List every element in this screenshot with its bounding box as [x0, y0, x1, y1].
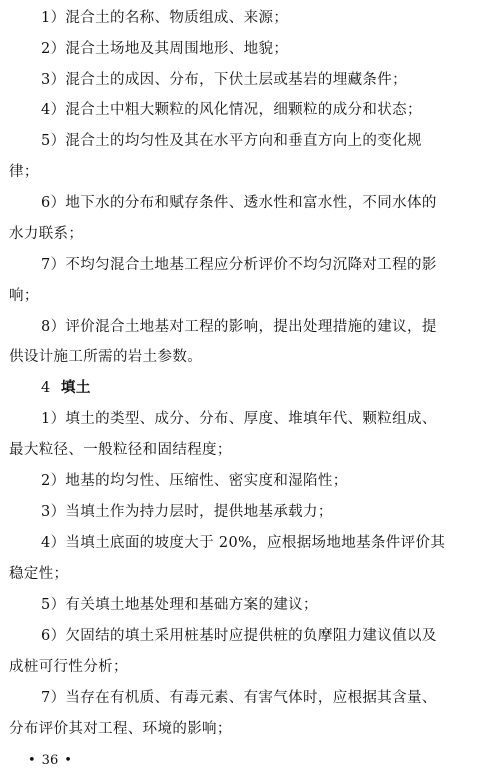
list-item: 7）当存在有机质、有毒元素、有害气体时，应根据其含量、	[41, 690, 437, 706]
section-heading	[0, 378, 501, 398]
list-item-continuation: 供设计施工所需的岩土参数。	[9, 349, 203, 365]
list-item-continuation: 稳定性；	[9, 566, 69, 582]
list-item: 4）当填土底面的坡度大于 20%，应根据场地地基条件评价其	[41, 535, 446, 551]
page-number: 36	[41, 753, 59, 768]
list-item: 6）欠固结的填土采用桩基时应提供桩的负摩阻力建议值以及	[41, 628, 437, 644]
list-item: 2）地基的均匀性、压缩性、密实度和湿陷性；	[41, 473, 348, 489]
list-item: 3）当填土作为持力层时，提供地基承载力；	[41, 504, 333, 520]
list-item-continuation: 水力联系；	[9, 226, 84, 242]
list-item-continuation: 律；	[9, 164, 39, 180]
footer-bullet-right: •	[64, 753, 72, 768]
footer-bullet-left: •	[28, 753, 36, 768]
section-number: 4	[41, 380, 51, 396]
list-item: 5）混合土的均匀性及其在水平方向和垂直方向上的变化规	[41, 133, 422, 149]
list-item-continuation: 最大粒径、一般粒径和固结程度；	[9, 442, 232, 458]
list-item: 6）地下水的分布和赋存条件、透水性和富水性，不同水体的	[41, 195, 437, 211]
list-item: 5）有关填土地基处理和基础方案的建议；	[41, 597, 318, 613]
list-item: 4）混合土中粗大颗粒的风化情况，细颗粒的成分和状态；	[41, 102, 422, 118]
list-item-continuation: 成桩可行性分析；	[9, 659, 128, 675]
list-item-continuation: 分布评价其对工程、环境的影响；	[9, 721, 232, 737]
page-footer	[22, 752, 78, 770]
list-item: 2）混合土场地及其周围地形、地貌；	[41, 41, 289, 57]
list-item: 7）不均匀混合土地基工程应分析评价不均匀沉降对工程的影	[41, 257, 437, 273]
list-item: 3）混合土的成因、分布，下伏土层或基岩的埋藏条件；	[41, 72, 407, 88]
list-item: 1）混合土的名称、物质组成、来源；	[41, 10, 289, 26]
list-item: 1）填土的类型、成分、分布、厚度、堆填年代、颗粒组成、	[41, 411, 437, 427]
list-item: 8）评价混合土地基对工程的影响，提出处理措施的建议，提	[41, 319, 437, 335]
list-item-continuation: 响；	[9, 288, 39, 304]
section-title: 填土	[60, 380, 92, 396]
